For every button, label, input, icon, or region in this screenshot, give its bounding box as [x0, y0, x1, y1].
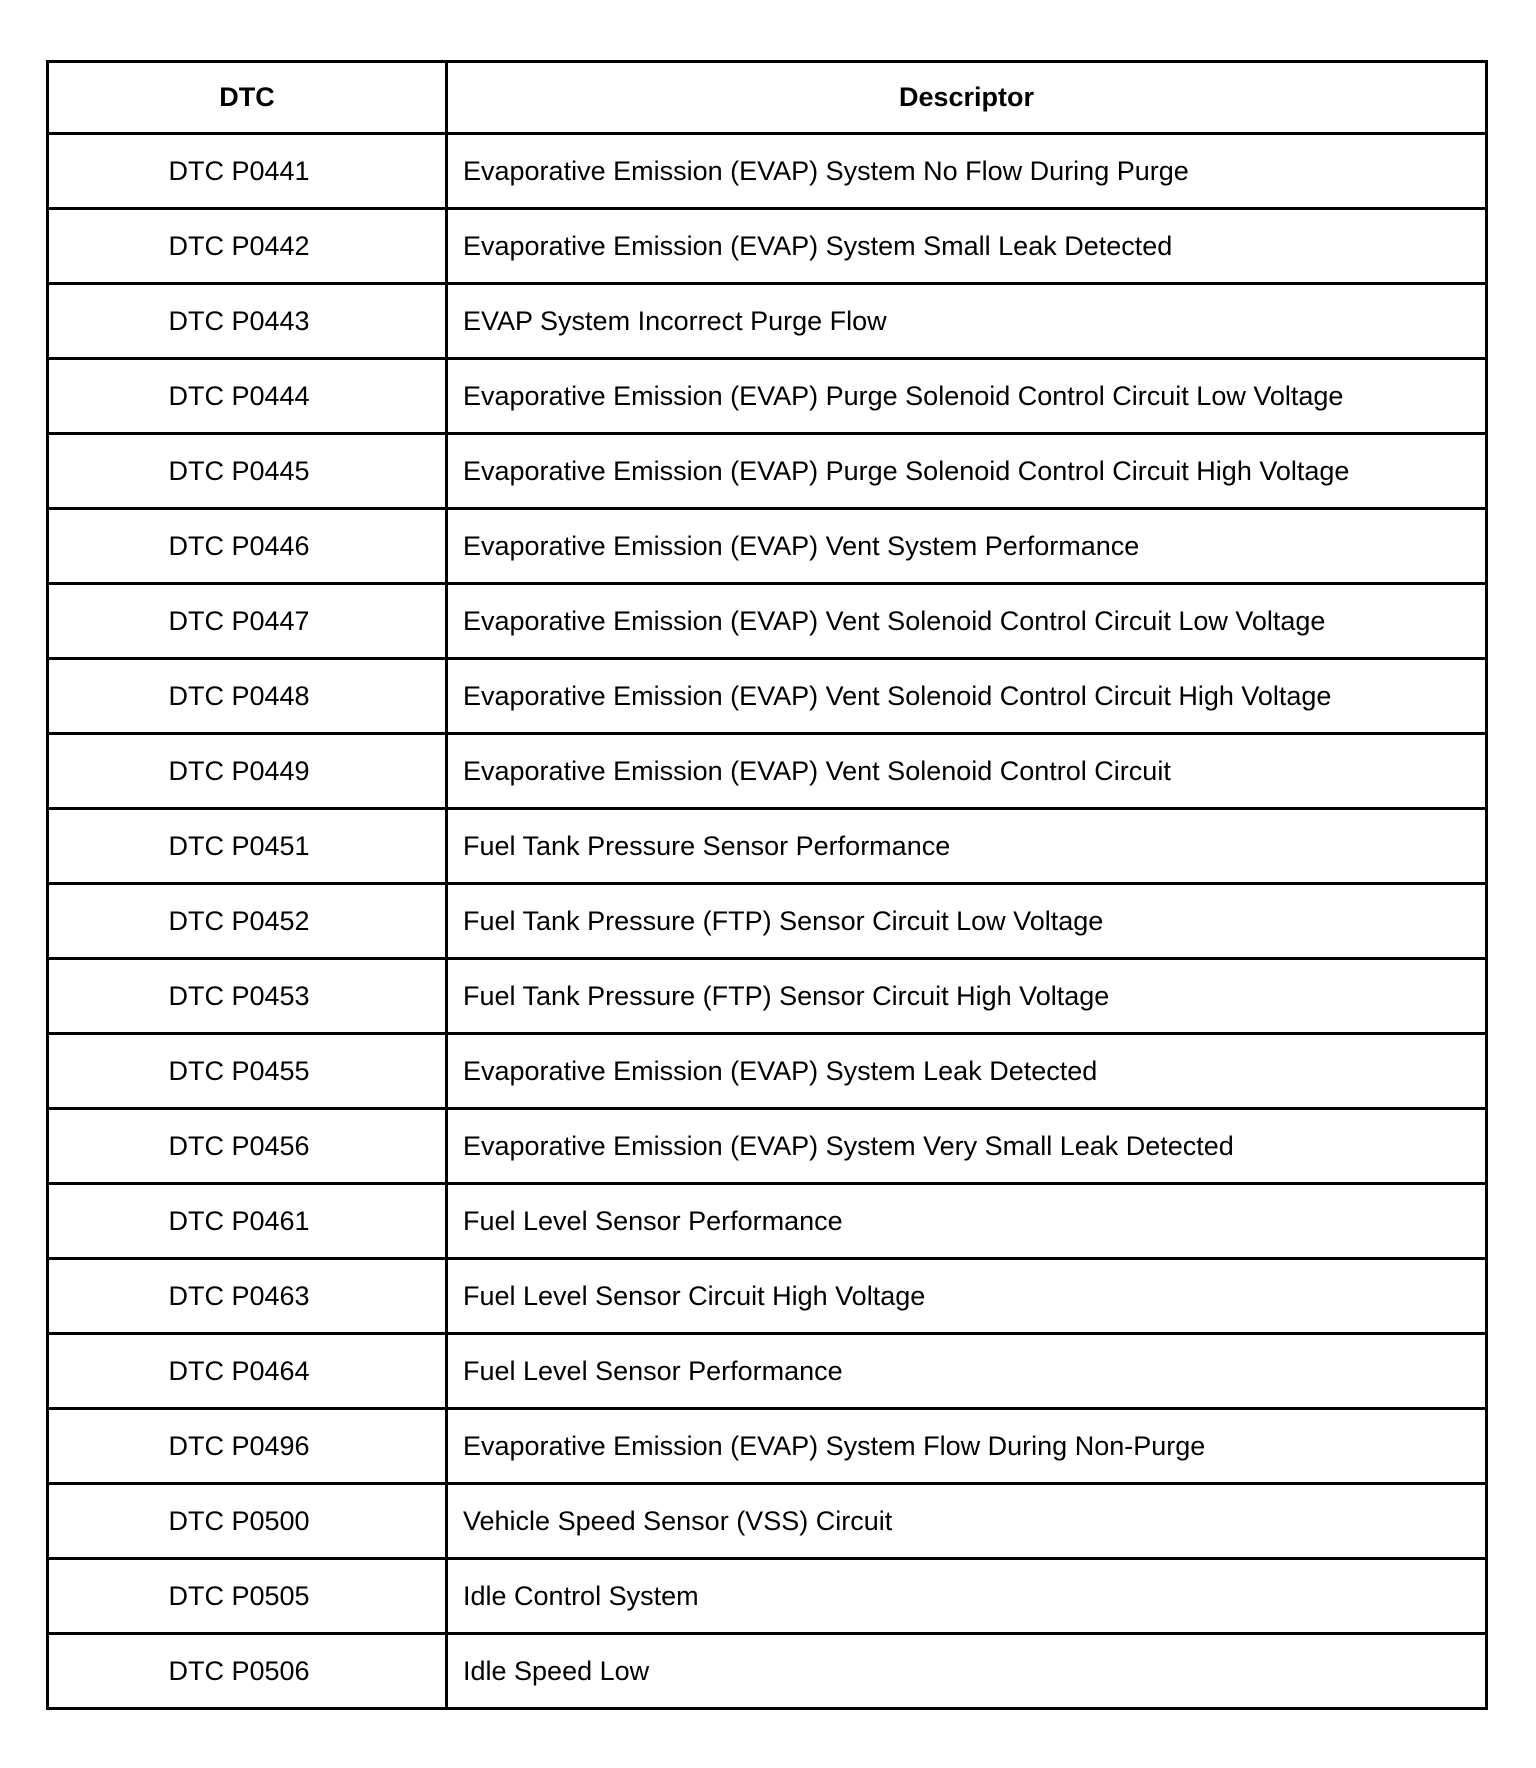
dtc-code-cell: DTC P0445: [48, 434, 447, 509]
dtc-descriptor-cell: Evaporative Emission (EVAP) Purge Solenoid Control Circuit High Voltage: [447, 434, 1487, 509]
dtc-code-cell: DTC P0447: [48, 584, 447, 659]
dtc-descriptor-cell: Evaporative Emission (EVAP) System Leak Detected: [447, 1034, 1487, 1109]
table-body: [48, 134, 1487, 1709]
dtc-descriptor-cell: Fuel Tank Pressure (FTP) Sensor Circuit Low Voltage: [447, 884, 1487, 959]
dtc-descriptor-cell: Evaporative Emission (EVAP) Vent Solenoid Control Circuit High Voltage: [447, 659, 1487, 734]
dtc-descriptor-cell: Evaporative Emission (EVAP) Vent System Performance: [447, 509, 1487, 584]
table-row: [48, 959, 1487, 1034]
dtc-descriptor-cell: Evaporative Emission (EVAP) System No Flow During Purge: [447, 134, 1487, 209]
dtc-code-cell: DTC P0446: [48, 509, 447, 584]
header-descriptor: Descriptor: [447, 62, 1487, 134]
table-row: [48, 1409, 1487, 1484]
table-row: [48, 884, 1487, 959]
table-row: [48, 659, 1487, 734]
table-row: [48, 134, 1487, 209]
dtc-code-cell: DTC P0451: [48, 809, 447, 884]
dtc-descriptor-cell: Fuel Tank Pressure Sensor Performance: [447, 809, 1487, 884]
dtc-table: [46, 60, 1488, 1710]
table-row: [48, 1559, 1487, 1634]
dtc-code-cell: DTC P0464: [48, 1334, 447, 1409]
table-row: [48, 1034, 1487, 1109]
dtc-code-cell: DTC P0449: [48, 734, 447, 809]
dtc-descriptor-cell: Evaporative Emission (EVAP) Vent Solenoid Control Circuit Low Voltage: [447, 584, 1487, 659]
table-header: [48, 62, 1487, 134]
table-row: [48, 1334, 1487, 1409]
dtc-code-cell: DTC P0453: [48, 959, 447, 1034]
dtc-code-cell: DTC P0500: [48, 1484, 447, 1559]
dtc-descriptor-cell: Fuel Level Sensor Circuit High Voltage: [447, 1259, 1487, 1334]
header-dtc: DTC: [48, 62, 447, 134]
dtc-descriptor-cell: EVAP System Incorrect Purge Flow: [447, 284, 1487, 359]
dtc-code-cell: DTC P0441: [48, 134, 447, 209]
table-row: [48, 1634, 1487, 1709]
dtc-descriptor-cell: Evaporative Emission (EVAP) System Flow During Non-Purge: [447, 1409, 1487, 1484]
table-row: [48, 1484, 1487, 1559]
dtc-code-cell: DTC P0444: [48, 359, 447, 434]
dtc-code-cell: DTC P0442: [48, 209, 447, 284]
dtc-code-cell: DTC P0456: [48, 1109, 447, 1184]
table-row: [48, 434, 1487, 509]
dtc-descriptor-cell: Evaporative Emission (EVAP) System Small Leak Detected: [447, 209, 1487, 284]
dtc-code-cell: DTC P0461: [48, 1184, 447, 1259]
dtc-code-cell: DTC P0506: [48, 1634, 447, 1709]
dtc-descriptor-cell: Fuel Tank Pressure (FTP) Sensor Circuit High Voltage: [447, 959, 1487, 1034]
table-row: [48, 209, 1487, 284]
dtc-code-cell: DTC P0463: [48, 1259, 447, 1334]
dtc-descriptor-cell: Fuel Level Sensor Performance: [447, 1334, 1487, 1409]
table-row: [48, 809, 1487, 884]
table-row: [48, 1109, 1487, 1184]
dtc-code-cell: DTC P0505: [48, 1559, 447, 1634]
dtc-descriptor-cell: Idle Speed Low: [447, 1634, 1487, 1709]
dtc-descriptor-cell: Evaporative Emission (EVAP) Purge Solenoid Control Circuit Low Voltage: [447, 359, 1487, 434]
dtc-descriptor-cell: Fuel Level Sensor Performance: [447, 1184, 1487, 1259]
dtc-descriptor-cell: Vehicle Speed Sensor (VSS) Circuit: [447, 1484, 1487, 1559]
header-row: [48, 62, 1487, 134]
dtc-descriptor-cell: Evaporative Emission (EVAP) System Very Small Leak Detected: [447, 1109, 1487, 1184]
table-row: [48, 584, 1487, 659]
table-row: [48, 509, 1487, 584]
dtc-code-cell: DTC P0496: [48, 1409, 447, 1484]
dtc-code-cell: DTC P0455: [48, 1034, 447, 1109]
table-row: [48, 284, 1487, 359]
dtc-code-cell: DTC P0448: [48, 659, 447, 734]
dtc-descriptor-cell: Idle Control System: [447, 1559, 1487, 1634]
dtc-descriptor-cell: Evaporative Emission (EVAP) Vent Solenoid Control Circuit: [447, 734, 1487, 809]
table-row: [48, 734, 1487, 809]
table-row: [48, 359, 1487, 434]
dtc-code-cell: DTC P0443: [48, 284, 447, 359]
table-row: [48, 1184, 1487, 1259]
table-row: [48, 1259, 1487, 1334]
dtc-code-cell: DTC P0452: [48, 884, 447, 959]
